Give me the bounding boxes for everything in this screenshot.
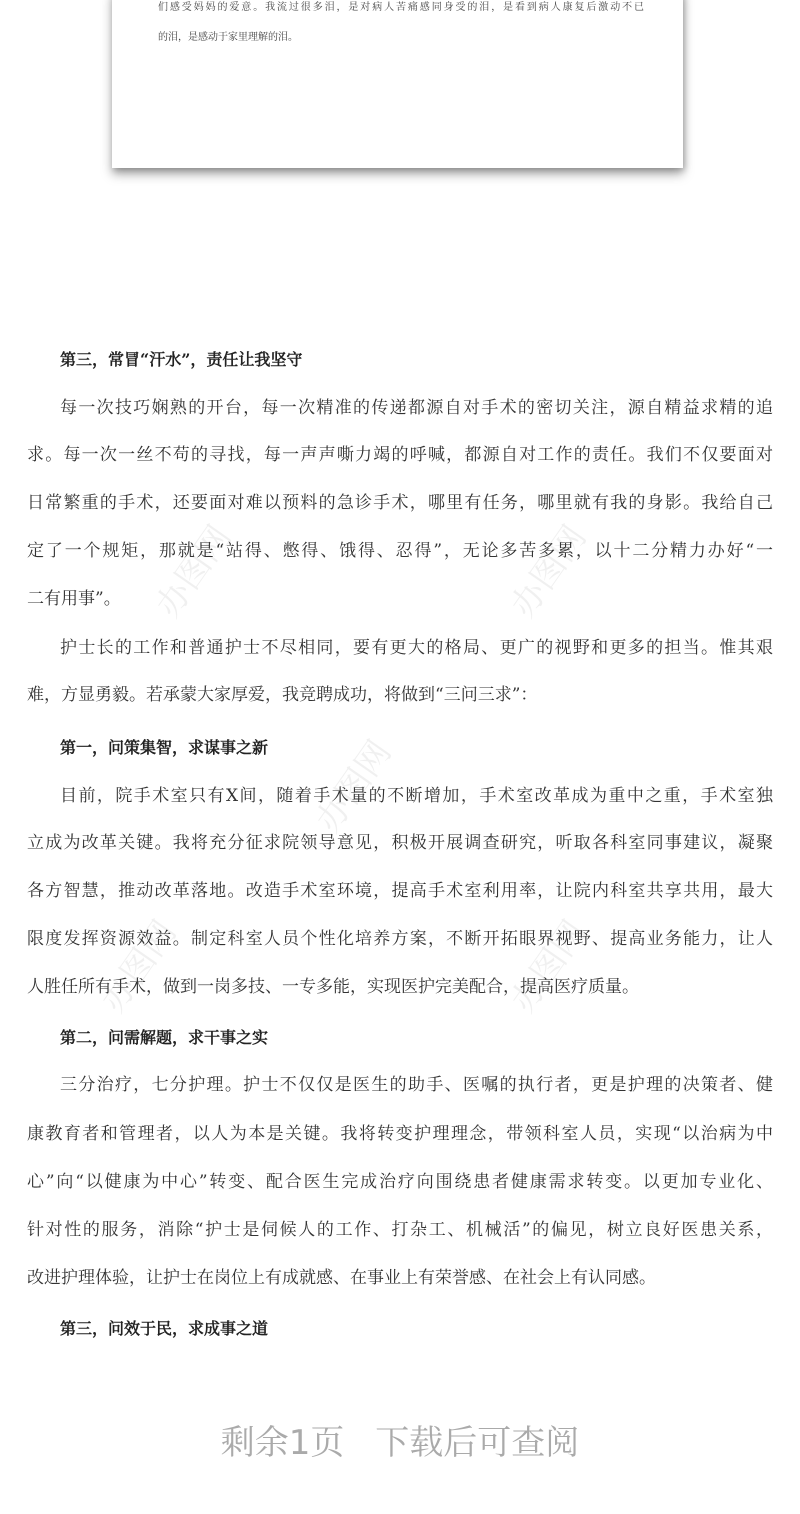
paragraph-line: 限度发挥资源效益。制定科室人员个性化培养方案，不断开拓眼界视野、提高业务能力，让人 — [27, 929, 773, 949]
watermark: 办图网 — [93, 913, 185, 1020]
remaining-pages-download-prompt[interactable]: 剩余1页 下载后可查阅 — [220, 1423, 580, 1463]
paragraph-line: 护士长的工作和普通护士不尽相同，要有更大的格局、更广的视野和更多的担当。惟其艰 — [60, 638, 773, 658]
section-heading: 第二，问需解题，求干事之实 — [60, 1028, 269, 1047]
paragraph-line: 立成为改革关键。我将充分征求院领导意见，积极开展调查研究，听取各科室同事建议，凝聚 — [27, 833, 773, 853]
preview-page-card — [112, 0, 683, 168]
paragraph-line: 三分治疗，七分护理。护士不仅仅是医生的助手、医嘱的执行者，更是护理的决策者、健 — [60, 1075, 773, 1095]
watermark: 办图网 — [148, 518, 240, 625]
paragraph-line: 日常繁重的手术，还要面对难以预料的急诊手术，哪里有任务，哪里就有我的身影。我给自己 — [27, 493, 773, 513]
section-heading: 第一，问策集智，求谋事之新 — [60, 738, 269, 757]
paragraph-line: 二有用事”。 — [27, 589, 121, 609]
watermark: 办图网 — [503, 518, 595, 625]
section-heading: 第三，问效于民，求成事之道 — [60, 1319, 269, 1338]
watermark: 办图网 — [503, 913, 595, 1020]
preview-text-line: 们感受妈妈的爱意。我流过很多泪，是对病人苦痛感同身受的泪，是看到病人康复后激动不已 — [158, 2, 644, 13]
paragraph-line: 求。每一次一丝不苟的寻找，每一声声嘶力竭的呼喊，都源自对工作的责任。我们不仅要面对 — [27, 445, 773, 465]
paragraph-line: 心”向“以健康为中心”转变、配合医生完成治疗向围绕患者健康需求转变。以更加专业化、 — [27, 1172, 773, 1192]
paragraph-line: 改进护理体验，让护士在岗位上有成就感、在事业上有荣誉感、在社会上有认同感。 — [27, 1268, 656, 1288]
watermark: 办图网 — [308, 733, 400, 840]
paragraph-line: 各方智慧，推动改革落地。改造手术室环境，提高手术室利用率，让院内科室共享共用，最大 — [27, 881, 773, 901]
preview-text-line: 的泪，是感动于家里理解的泪。 — [158, 32, 298, 43]
paragraph-line: 人胜任所有手术，做到一岗多技、一专多能，实现医护完美配合，提高医疗质量。 — [27, 977, 639, 997]
paragraph-line: 定了一个规矩，那就是“站得、憋得、饿得、忍得”，无论多苦多累，以十二分精力办好“一 — [27, 541, 773, 561]
paragraph-line: 每一次技巧娴熟的开台，每一次精准的传递都源自对手术的密切关注，源自精益求精的追 — [60, 398, 773, 418]
paragraph-line: 康教育者和管理者，以人为本是关键。我将转变护理理念，带领科室人员，实现“以治病为中 — [27, 1124, 773, 1144]
paragraph-line: 目前，院手术室只有X间，随着手术量的不断增加，手术室改革成为重中之重，手术室独 — [60, 786, 773, 806]
section-heading: 第三，常冒“汗水”，责任让我坚守 — [60, 350, 303, 369]
paragraph-line: 难，方显勇毅。若承蒙大家厚爱，我竞聘成功，将做到“三问三求”： — [27, 685, 538, 705]
paragraph-line: 针对性的服务，消除“护士是伺候人的工作、打杂工、机械活”的偏见，树立良好医患关系， — [27, 1220, 773, 1240]
